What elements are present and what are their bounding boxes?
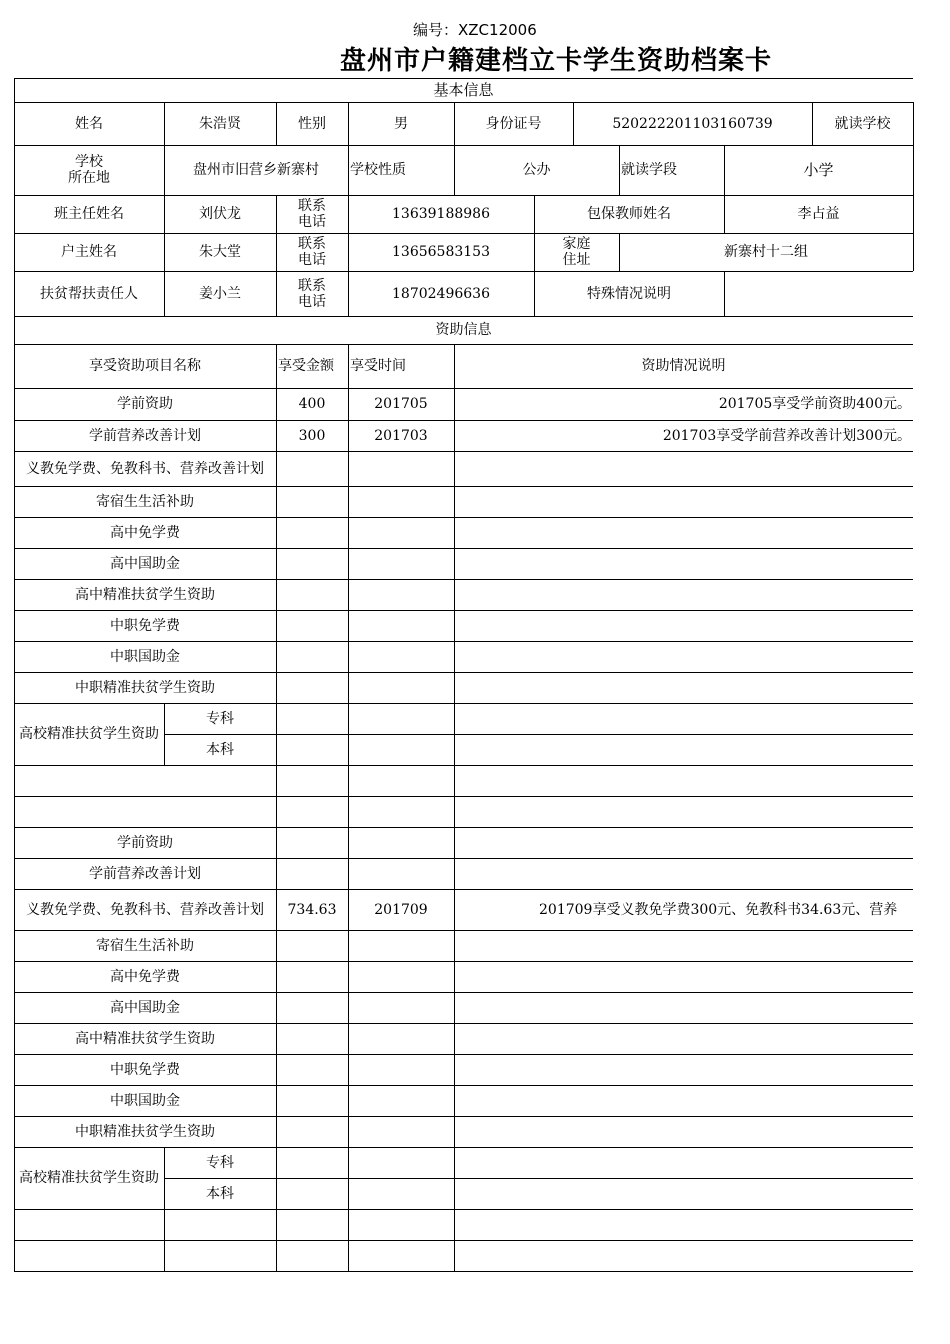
aid-time bbox=[348, 641, 454, 672]
aid-amount bbox=[276, 961, 348, 992]
aid-amount bbox=[276, 827, 348, 858]
aid-amount: 400 bbox=[298, 396, 326, 412]
aid-time bbox=[348, 1054, 454, 1085]
gender-value: 男 bbox=[394, 115, 408, 132]
teacher-phone-label: 联系 电话 bbox=[298, 198, 326, 230]
aid-item-name: 中职国助金 bbox=[110, 1092, 180, 1109]
aid-amount bbox=[276, 610, 348, 641]
aid-item-name: 中职精准扶贫学生资助 bbox=[75, 1123, 215, 1140]
college-aid-label: 高校精准扶贫学生资助 bbox=[19, 726, 159, 742]
aid-amount bbox=[276, 451, 348, 486]
aid-item-name: 学前资助 bbox=[117, 834, 173, 851]
aid-note: 201703享受学前营养改善计划300元。 bbox=[662, 427, 911, 444]
householder-value: 朱大堂 bbox=[199, 244, 241, 260]
section-title-aid: 资助信息 bbox=[435, 322, 492, 338]
aid-item-name: 学前营养改善计划 bbox=[89, 865, 201, 882]
school-label: 就读学校 bbox=[834, 115, 891, 132]
aid-time bbox=[348, 548, 454, 579]
aid-item-name: 高中精准扶贫学生资助 bbox=[75, 586, 215, 603]
aid-time bbox=[348, 1023, 454, 1054]
guarantee-teacher-value: 李占益 bbox=[797, 206, 840, 222]
archive-card bbox=[14, 78, 913, 1276]
aid-amount bbox=[276, 1054, 348, 1085]
aid-time bbox=[348, 961, 454, 992]
aid-item-name: 中职国助金 bbox=[110, 648, 180, 665]
aid-item-name: 高中精准扶贫学生资助 bbox=[75, 1030, 215, 1047]
school-location-label: 学校 所在地 bbox=[68, 154, 110, 186]
aid-time bbox=[348, 992, 454, 1023]
page-title: 盘州市户籍建档立卡学生资助档案卡 bbox=[340, 46, 773, 76]
aid-note bbox=[454, 1023, 913, 1054]
aid-item-name: 寄宿生生活补助 bbox=[96, 937, 194, 954]
aid-note bbox=[454, 992, 913, 1023]
college-junior-label: 专科 bbox=[206, 710, 234, 727]
aid-amount bbox=[276, 930, 348, 961]
address-value: 新寨村十二组 bbox=[724, 244, 808, 260]
aid-time bbox=[348, 672, 454, 703]
aid-amount bbox=[276, 486, 348, 517]
aid-note: 201705享受学前资助400元。 bbox=[718, 396, 911, 412]
aid-note bbox=[454, 672, 913, 703]
aid-time bbox=[348, 827, 454, 858]
school-type-label: 学校性质 bbox=[350, 162, 406, 178]
name-label: 姓名 bbox=[75, 115, 103, 132]
gender-label: 性别 bbox=[298, 115, 326, 132]
aid-amount bbox=[276, 1085, 348, 1116]
aid-item-name: 高中免学费 bbox=[110, 968, 180, 985]
school-location-value: 盘州市旧营乡新寨村 bbox=[193, 162, 319, 178]
aid-time: 201705 bbox=[374, 396, 428, 412]
guarantee-teacher-label: 包保教师姓名 bbox=[587, 206, 671, 222]
aid-note bbox=[454, 1116, 913, 1147]
aid-item-name: 义教免学费、免教科书、营养改善计划 bbox=[26, 460, 264, 477]
aid-amount bbox=[276, 858, 348, 889]
aid-amount bbox=[276, 517, 348, 548]
aid-item-name: 中职精准扶贫学生资助 bbox=[75, 679, 215, 696]
aid-item-name: 高中国助金 bbox=[110, 999, 180, 1016]
householder-phone-label: 联系 电话 bbox=[298, 236, 326, 268]
special-situation-value bbox=[724, 271, 913, 316]
header-amount: 享受金额 bbox=[278, 358, 334, 374]
aid-amount bbox=[276, 672, 348, 703]
aid-time bbox=[348, 930, 454, 961]
aid-item-name: 高中国助金 bbox=[110, 555, 180, 572]
id-label: 身份证号 bbox=[485, 115, 542, 132]
aid-amount: 734.63 bbox=[287, 901, 337, 918]
aid-time: 201709 bbox=[374, 901, 428, 918]
aid-time bbox=[348, 1116, 454, 1147]
aid-time: 201703 bbox=[374, 427, 428, 444]
aid-time bbox=[348, 451, 454, 486]
aid-time bbox=[348, 486, 454, 517]
college-aid-label: 高校精准扶贫学生资助 bbox=[19, 1170, 159, 1186]
aid-item-name: 中职免学费 bbox=[110, 1061, 180, 1078]
header-note: 资助情况说明 bbox=[641, 358, 726, 374]
householder-phone-value: 13656583153 bbox=[392, 244, 490, 260]
section-title-basic: 基本信息 bbox=[433, 81, 494, 99]
aid-amount bbox=[276, 641, 348, 672]
aid-note: 201709享受义教免学费300元、免教科书34.63元、营养 bbox=[539, 901, 898, 918]
poverty-person-label: 扶贫帮扶责任人 bbox=[40, 285, 138, 302]
college-bachelor-label: 本科 bbox=[206, 1185, 234, 1202]
aid-item-name: 学前资助 bbox=[117, 396, 173, 412]
aid-time bbox=[348, 610, 454, 641]
college-bachelor-label: 本科 bbox=[206, 741, 234, 758]
id-number-value: 520222201103160739 bbox=[612, 115, 773, 132]
aid-item-name: 高中免学费 bbox=[110, 524, 180, 541]
aid-note bbox=[454, 961, 913, 992]
teacher-phone-value: 13639188986 bbox=[392, 206, 490, 222]
aid-item-name: 义教免学费、免教科书、营养改善计划 bbox=[26, 901, 264, 918]
aid-amount bbox=[276, 579, 348, 610]
school-type-value: 公办 bbox=[522, 162, 551, 178]
aid-note bbox=[454, 610, 913, 641]
aid-amount bbox=[276, 548, 348, 579]
aid-note bbox=[454, 517, 913, 548]
aid-amount bbox=[276, 1023, 348, 1054]
aid-item-name: 中职免学费 bbox=[110, 617, 180, 634]
householder-label: 户主姓名 bbox=[61, 244, 117, 260]
header-item-name: 享受资助项目名称 bbox=[89, 358, 201, 374]
aid-note bbox=[454, 1085, 913, 1116]
aid-time bbox=[348, 517, 454, 548]
aid-note bbox=[454, 548, 913, 579]
address-label: 家庭 住址 bbox=[562, 236, 591, 268]
aid-note bbox=[454, 827, 913, 858]
aid-item-name: 寄宿生生活补助 bbox=[96, 493, 194, 510]
college-junior-label: 专科 bbox=[206, 1154, 234, 1171]
stage-label: 就读学段 bbox=[621, 162, 677, 178]
teacher-label: 班主任姓名 bbox=[54, 206, 124, 222]
serial-number: 编号：XZC12006 bbox=[413, 21, 537, 39]
aid-note bbox=[454, 579, 913, 610]
aid-amount bbox=[276, 1116, 348, 1147]
poverty-phone-value: 18702496636 bbox=[392, 285, 490, 302]
aid-time bbox=[348, 579, 454, 610]
special-situation-label: 特殊情况说明 bbox=[587, 285, 671, 302]
aid-time bbox=[348, 1085, 454, 1116]
stage-value: 小学 bbox=[803, 161, 834, 179]
poverty-phone-label: 联系 电话 bbox=[298, 277, 326, 310]
aid-amount bbox=[276, 992, 348, 1023]
aid-note bbox=[454, 451, 913, 486]
teacher-value: 刘伏龙 bbox=[199, 206, 241, 222]
aid-note bbox=[454, 641, 913, 672]
aid-time bbox=[348, 858, 454, 889]
aid-item-name: 学前营养改善计划 bbox=[89, 427, 201, 444]
aid-note bbox=[454, 1054, 913, 1085]
aid-note bbox=[454, 486, 913, 517]
name-value: 朱浩贤 bbox=[199, 115, 241, 132]
header-time: 享受时间 bbox=[350, 358, 406, 374]
aid-note bbox=[454, 930, 913, 961]
aid-note bbox=[454, 858, 913, 889]
poverty-person-value: 姜小兰 bbox=[199, 285, 241, 302]
aid-amount: 300 bbox=[298, 427, 326, 444]
